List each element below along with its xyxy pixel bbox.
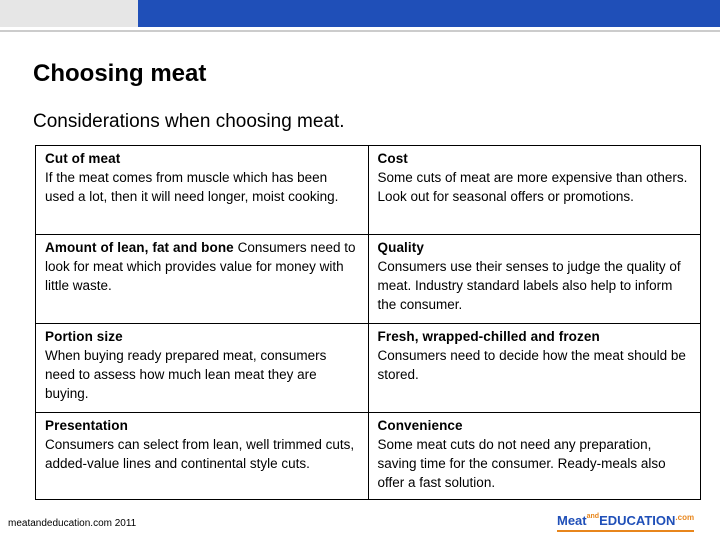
table-row <box>36 324 701 413</box>
table-cell <box>368 413 701 500</box>
cell-heading: Presentation <box>45 418 128 433</box>
cell-text: When buying ready prepared meat, consumers need to assess how much lean meat they are buying. <box>45 348 327 401</box>
table-cell <box>36 324 369 413</box>
table-cell <box>368 324 701 413</box>
cell-heading: Convenience <box>377 418 463 433</box>
cell-text: Consumers need to look for meat which provides value for money with little waste. <box>45 240 356 293</box>
cell-heading: Quality <box>377 240 424 255</box>
header-bar <box>0 0 720 27</box>
logo-com-text: .com <box>675 513 695 522</box>
table-row <box>36 413 701 500</box>
meat-and-education-logo <box>557 513 694 532</box>
cell-heading: Cut of meat <box>45 151 121 166</box>
table-cell <box>36 235 369 324</box>
table-cell <box>36 413 369 500</box>
cell-text: Consumers can select from lean, well trimmed cuts, added-value lines and continental style cuts. <box>45 437 355 471</box>
logo-and-text: and <box>586 513 600 520</box>
table-row <box>36 146 701 235</box>
table-cell <box>368 146 701 235</box>
slide-subtitle: Considerations when choosing meat. <box>33 111 345 132</box>
cell-text: Some meat cuts do not need any preparation, saving time for the consumer. Ready-meals also offer a fast solution. <box>377 437 666 490</box>
footer-copyright: meatandeducation.com 2011 <box>8 518 137 529</box>
header-grey-block <box>0 0 138 27</box>
cell-text: Consumers use their senses to judge the quality of meat. Industry standard labels also help to inform the consumer. <box>377 259 681 312</box>
table-cell <box>36 146 369 235</box>
cell-text: Some cuts of meat are more expensive than others. Look out for seasonal offers or promotions. <box>377 170 688 204</box>
table-row <box>36 235 701 324</box>
considerations-table <box>35 145 701 500</box>
table-cell <box>368 235 701 324</box>
logo-education-text: EDUCATION <box>599 513 676 528</box>
cell-text: Consumers need to decide how the meat should be stored. <box>377 348 686 382</box>
cell-heading: Cost <box>377 151 408 166</box>
cell-text: If the meat comes from muscle which has been used a lot, then it will need longer, moist cooking. <box>45 170 339 204</box>
slide-title: Choosing meat <box>33 60 207 87</box>
cell-heading: Amount of lean, fat and bone <box>45 240 238 255</box>
header-blue-block <box>138 0 720 27</box>
header-divider <box>0 30 720 32</box>
cell-heading: Fresh, wrapped-chilled and frozen <box>377 329 600 344</box>
cell-heading: Portion size <box>45 329 123 344</box>
logo-underline <box>557 530 694 532</box>
logo-meat-text: Meat <box>557 513 587 528</box>
